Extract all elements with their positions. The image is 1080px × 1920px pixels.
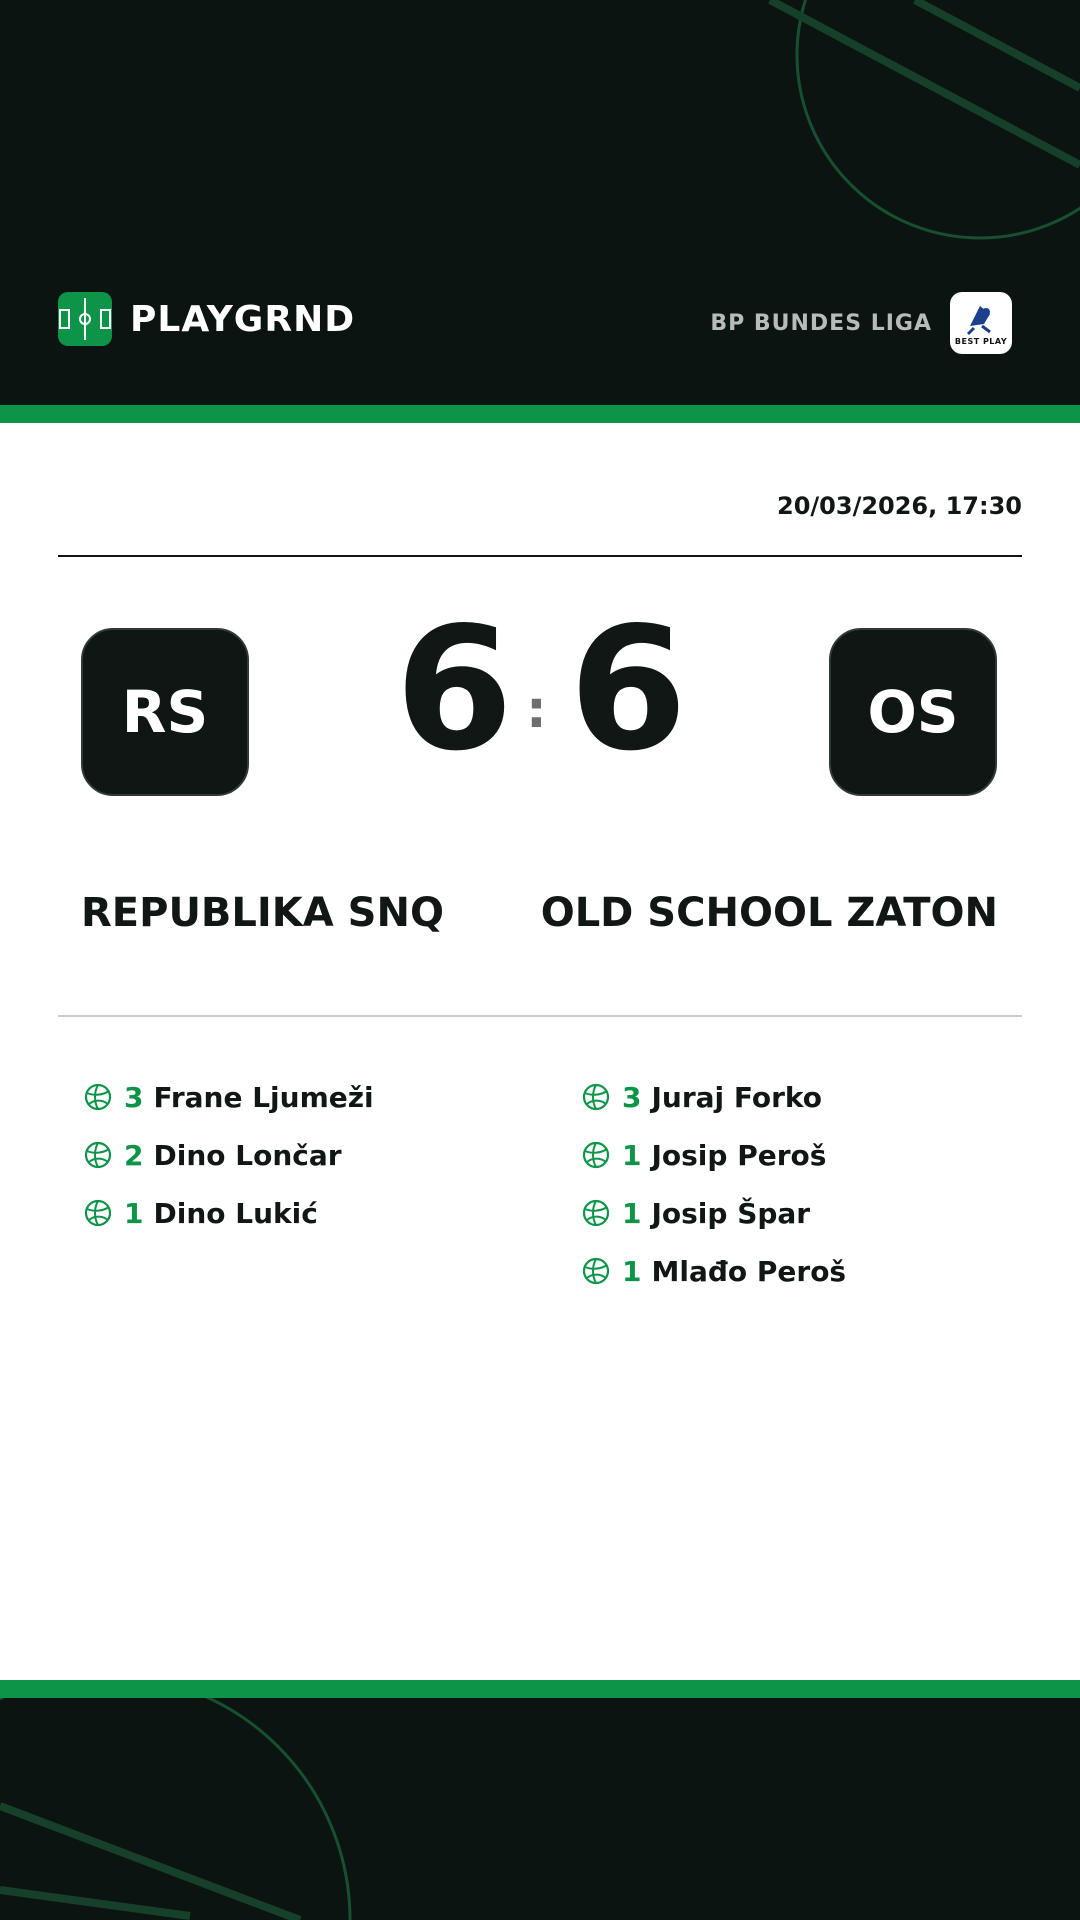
goal-count: 1 <box>622 1138 642 1172</box>
away-team-name: OLD SCHOOL ZATON <box>540 890 998 936</box>
player-name: Dino Lončar <box>153 1138 342 1172</box>
player-name: Mlađo Peroš <box>651 1254 847 1288</box>
away-score: 6 <box>569 591 688 789</box>
ball-icon <box>84 1083 112 1111</box>
league-badge <box>950 292 1012 354</box>
home-scorers-list <box>84 1068 374 1242</box>
home-team-badge: RS <box>81 628 249 796</box>
ball-icon <box>582 1083 610 1111</box>
accent-stripe-top <box>0 405 1080 423</box>
player-name: Juraj Forko <box>651 1080 823 1114</box>
goal-count: 1 <box>124 1196 144 1230</box>
match-datetime: 20/03/2026, 17:30 <box>777 492 1022 520</box>
league-name: BP BUNDES LIGA <box>710 310 932 336</box>
ball-icon <box>582 1141 610 1169</box>
pitch-icon <box>58 292 112 346</box>
league-info <box>710 292 1012 354</box>
league-badge-text: BEST PLAY <box>954 337 1008 346</box>
footer-banner <box>0 1698 1080 1920</box>
scorer-item <box>84 1126 374 1184</box>
divider <box>58 555 1022 557</box>
goal-count: 1 <box>622 1196 642 1230</box>
player-name: Josip Peroš <box>651 1138 827 1172</box>
goal-count: 3 <box>124 1080 144 1114</box>
scorer-item <box>582 1068 846 1126</box>
goal-count: 1 <box>622 1254 642 1288</box>
goal-count: 2 <box>124 1138 144 1172</box>
home-score: 6 <box>395 591 514 789</box>
home-team-name: REPUBLIKA SNQ <box>81 890 444 936</box>
player-name: Josip Špar <box>651 1196 811 1230</box>
ball-icon <box>582 1257 610 1285</box>
goal-count: 3 <box>622 1080 642 1114</box>
scorer-item <box>582 1242 846 1300</box>
accent-stripe-bottom <box>0 1680 1080 1698</box>
pitch-lines-decoration <box>0 1698 1080 1920</box>
score-separator: : <box>526 680 547 740</box>
brand-logo[interactable] <box>58 292 355 346</box>
ball-icon <box>84 1199 112 1227</box>
ball-icon <box>582 1199 610 1227</box>
ball-icon <box>84 1141 112 1169</box>
scorer-item <box>84 1184 374 1242</box>
scorer-item <box>582 1184 846 1242</box>
scorer-item <box>84 1068 374 1126</box>
player-name: Dino Lukić <box>153 1196 318 1230</box>
player-name: Frane Ljumeži <box>153 1080 374 1114</box>
header-banner <box>0 0 1080 405</box>
brand-name: PLAYGRND <box>130 298 356 340</box>
divider <box>58 1015 1022 1017</box>
away-scorers-list <box>582 1068 846 1300</box>
scorer-item <box>582 1126 846 1184</box>
away-team-badge: OS <box>829 628 997 796</box>
